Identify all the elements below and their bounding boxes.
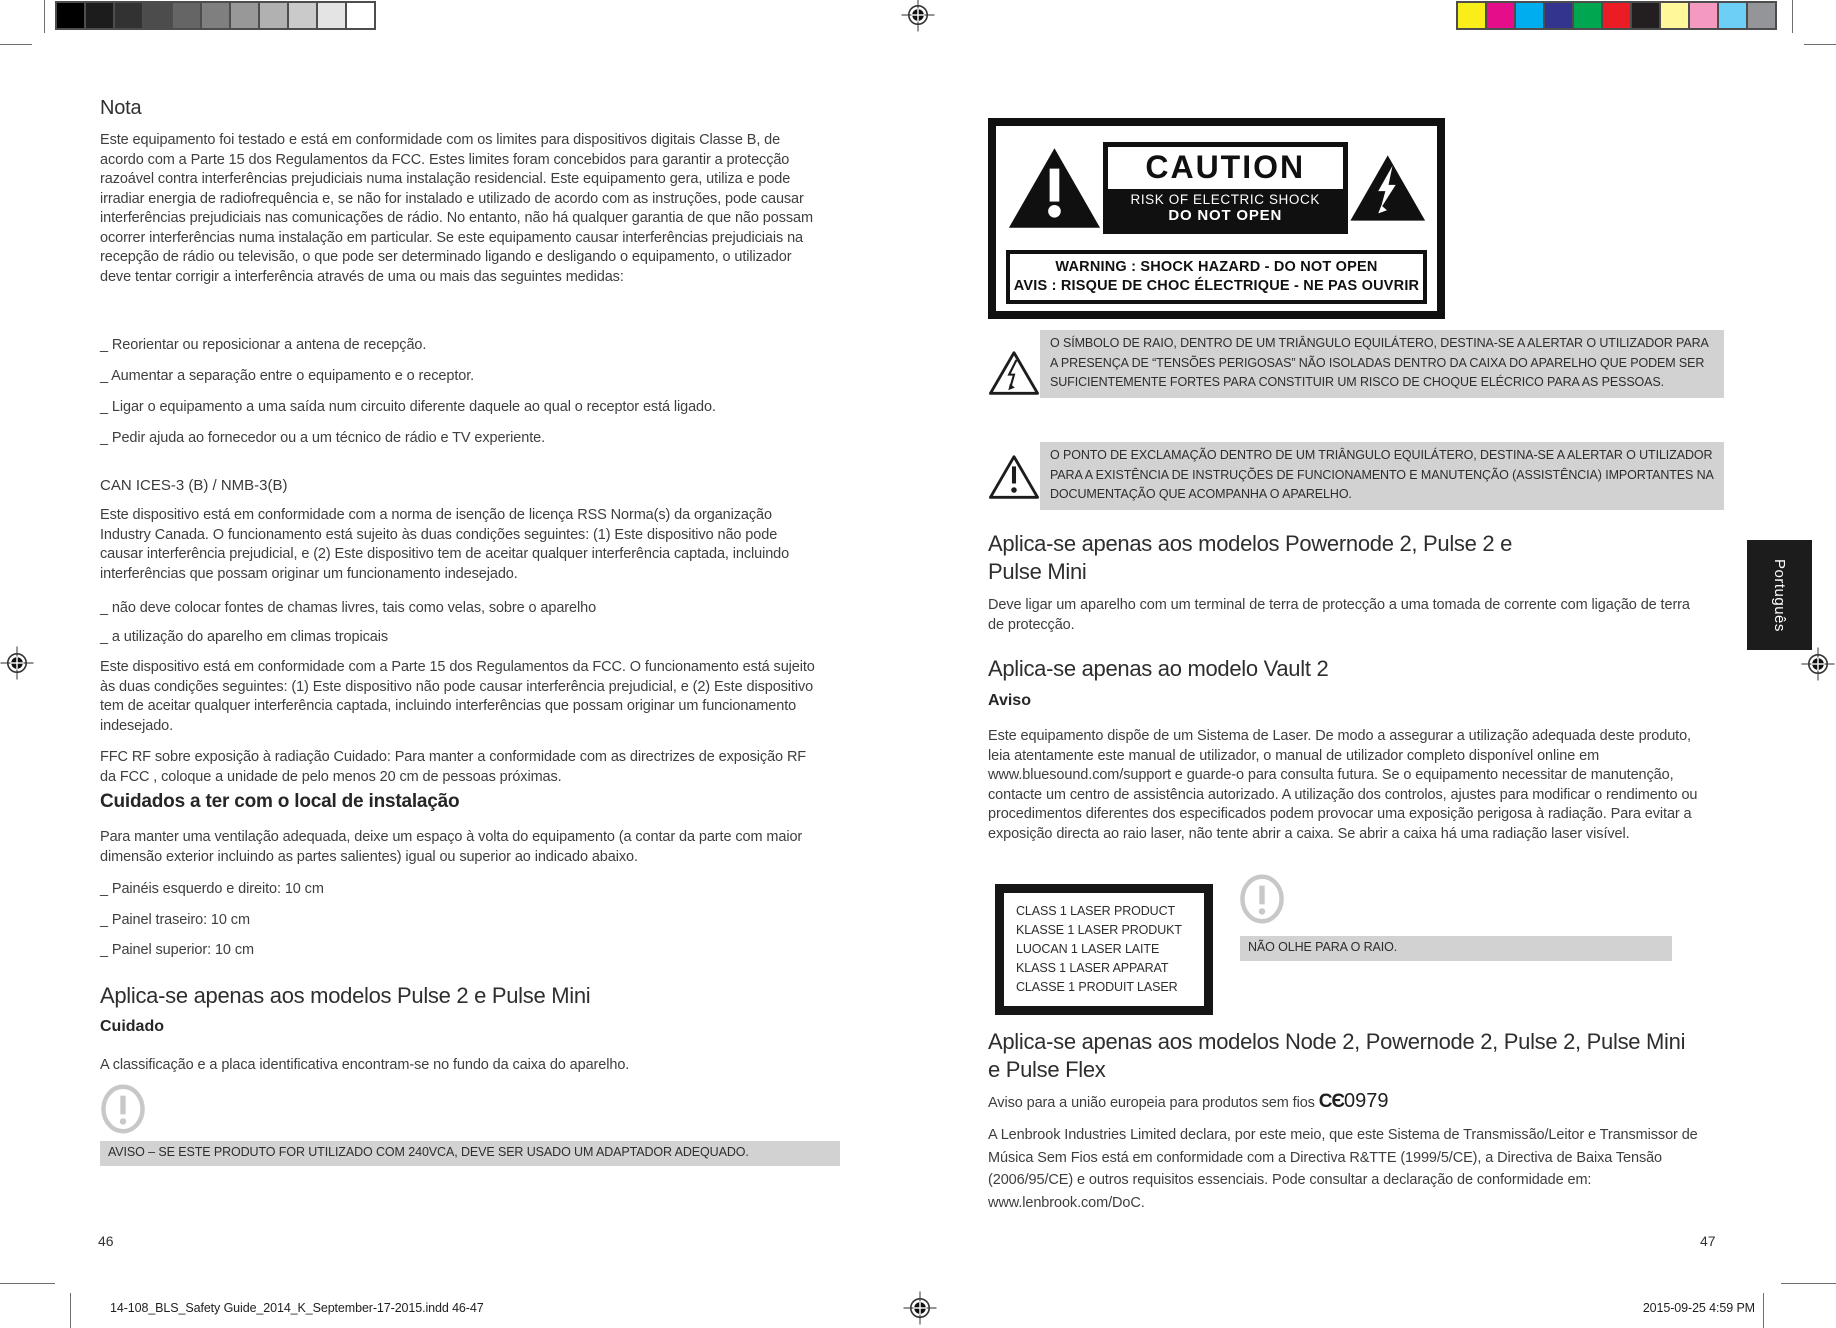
caution-center-box	[1103, 142, 1348, 234]
color-swatch	[1485, 1, 1516, 30]
exclamation-notice-row	[988, 442, 1724, 510]
powernode-models-heading: Aplica-se apenas aos modelos Powernode 2, Pulse 2 e Pulse Mini	[988, 531, 1513, 584]
footer-filename: 14-108_BLS_Safety Guide_2014_K_September-17-2015.indd 46-47	[110, 1301, 484, 1315]
color-swatch	[1572, 1, 1603, 30]
laser-paragraph: Este equipamento dispõe de um Sistema de Laser. De modo a assegurar a utilização adequada deste produto, leia atentamente este manual de utilizador, o manual de utilizador completo disponível online em www.bluesound.com/support e guarde-o para consulta futura. Se o equipamento necessitar de manutenção, contacte um centro de assistência autorizado. A utilização dos controlos, ajustes para modificar o rendimento ou procedimentos diferentes dos especificados podem provocar uma exposição perigosa à radiação. Para evitar a exposição directa ao raio laser, não tente abrir a caixa. Se abrir a caixa há uma radiação laser visível.	[988, 728, 1698, 842]
language-tab-portugues	[1747, 540, 1812, 650]
crop-mark-top-left-vertical	[44, 0, 45, 33]
color-swatch	[1746, 1, 1777, 30]
caution-title: CAUTION	[1145, 149, 1306, 185]
aviso-heading: Aviso	[988, 692, 1031, 709]
list-item: _ Ligar o equipamento a uma saída num circuito diferente daquele ao qual o receptor está ligado.	[100, 399, 716, 415]
nao-olhe-bar: NÃO OLHE PARA O RAIO.	[1240, 936, 1672, 961]
laser-class-line: KLASS 1 LASER APPARAT	[1016, 961, 1169, 975]
crop-mark-top-right-horizontal	[1804, 44, 1836, 45]
gray-swatch	[229, 1, 260, 30]
warning-circle-icon	[1238, 873, 1286, 925]
nota-paragraph: Este equipamento foi testado e está em conformidade com os limites para dispositivos digitais Classe B, de acordo com a Parte 15 dos Regulamentos da FCC. Estes limites foram concebidos para garantir a protecção razoável contra interferências prejudiciais numa instalação residencial. Este equipamento gera, utiliza e pode irradiar energia de radiofrequência e, se não for instalado e utilizado de acordo com as instruções, pode causar interferências prejudiciais nas comunicações de rádio. No entanto, não há qualquer garantia de que não possam ocorrer interferências numa instalação em particular. Se este equipamento causar interferências prejudiciais na recepção de rádio ou televisão, o que pode ser determinado ligando e desligando o equipamento, o utilizador deve tentar corrigir a interferência através de uma ou mais das seguintes medidas:	[100, 132, 813, 285]
page-number-right: 47	[1700, 1233, 1716, 1249]
eu-notice-line	[988, 1090, 1704, 1114]
install-care-paragraph: Para manter uma ventilação adequada, deixe um espaço à volta do equipamento (a contar da parte com maior dimensão exterior incluindo as partes salientes) igual ou superior ao indicado abaixo.	[100, 829, 803, 865]
warning-line-fr: AVIS : RISQUE DE CHOC ÉLECTRIQUE - NE PAS OUVRIR	[1013, 278, 1420, 294]
exclamation-triangle-icon	[1006, 144, 1103, 232]
list-item: _ Reorientar ou reposicionar a antena de recepção.	[100, 337, 427, 353]
crop-mark-top-right-vertical	[1792, 0, 1793, 33]
can-ices-paragraph: Este dispositivo está em conformidade com a norma de isenção de licença RSS Norma(s) da organização Industry Canada. O funcionamento está sujeito às duas condições seguintes: (1) Este dispositivo não pode causar interferência prejudicial, e (2) Este dispositivo tem de aceitar qualquer interferência captada, incluindo interferências que possam originar um funcionamento indesejado.	[100, 507, 790, 582]
fcc-paragraph: Este dispositivo está em conformidade com a Parte 15 dos Regulamentos da FCC. O funcionamento está sujeito às duas condições seguintes: (1) Este dispositivo não pode causar interferência prejudicial, e (2) Este dispositivo tem de aceitar qualquer interferência captada, incluindo interferências que possam originar um funcionamento indesejado.	[100, 659, 815, 734]
list-item: _ Aumentar a separação entre o equipamento e o receptor.	[100, 368, 475, 384]
color-calibration-bar	[1458, 1, 1777, 30]
gray-swatch	[113, 1, 144, 30]
registration-mark-icon	[1801, 647, 1835, 681]
laser-class-box	[995, 884, 1213, 1015]
list-item: _ Pedir ajuda ao fornecedor ou a um técnico de rádio e TV experiente.	[100, 430, 546, 446]
node-models-heading: Aplica-se apenas aos modelos Node 2, Powernode 2, Pulse 2, Pulse Mini e Pulse Flex	[988, 1029, 1686, 1082]
registration-mark-icon	[0, 646, 34, 680]
color-swatch	[1456, 1, 1487, 30]
caution-box	[988, 118, 1445, 319]
caution-risk-line: RISK OF ELECTRIC SHOCK	[1130, 192, 1320, 207]
gray-swatch	[200, 1, 231, 30]
crop-mark-bottom-right-horizontal	[1781, 1283, 1836, 1284]
list-item: _ não deve colocar fontes de chamas livres, tais como velas, sobre o aparelho	[100, 600, 597, 616]
eu-notice-text: Aviso para a união europeia para produtos sem fios	[988, 1095, 1319, 1111]
can-ices-heading: CAN ICES-3 (B) / NMB-3(B)	[100, 477, 288, 494]
color-swatch	[1659, 1, 1690, 30]
crop-mark-bottom-right-vertical	[1763, 1293, 1764, 1328]
caution-warning-box	[1006, 250, 1427, 304]
grayscale-calibration-bar	[57, 1, 376, 30]
color-swatch	[1601, 1, 1632, 30]
lightning-notice-text: O SÍMBOLO DE RAIO, DENTRO DE UM TRIÂNGULO EQUILÁTERO, DESTINA-SE A ALERTAR O UTILIZADOR PARA A PRESENÇA DE “TENSÕES PERIGOSAS” NÃO ISOLADAS DENTRO DA CAIXA DO APARELHO QUE PODEM SER SUFICIENTEMENTE FORTES PARA CONSTITUIR UM RISCO DE CHOQUE ELÉCRICO PARA AS PESSOAS.	[1040, 330, 1724, 398]
powernode-paragraph: Deve ligar um aparelho com um terminal de terra de protecção a uma tomada de corrente com ligação de terra de protecção.	[988, 597, 1690, 633]
cuidado-heading: Cuidado	[100, 1018, 164, 1035]
color-swatch	[1630, 1, 1661, 30]
gray-swatch	[287, 1, 318, 30]
caution-black-bar	[1108, 189, 1343, 229]
caution-box-top-row	[1006, 133, 1427, 243]
registration-mark-icon	[901, 0, 935, 32]
laser-class-line: CLASSE 1 PRODUIT LASER	[1016, 980, 1178, 994]
color-swatch	[1514, 1, 1545, 30]
laser-class-line: CLASS 1 LASER PRODUCT	[1016, 904, 1176, 918]
gray-swatch	[258, 1, 289, 30]
color-swatch	[1543, 1, 1574, 30]
page-number-left: 46	[98, 1233, 114, 1249]
gray-swatch	[171, 1, 202, 30]
cuidado-paragraph: A classificação e a placa identificativa encontram-se no fundo da caixa do aparelho.	[100, 1057, 630, 1073]
ce-number: 0979	[1344, 1090, 1389, 1112]
nota-heading: Nota	[100, 97, 142, 119]
crop-mark-top-left-horizontal	[0, 44, 32, 45]
lenbrook-paragraph: A Lenbrook Industries Limited declara, por este meio, que este Sistema de Transmissão/Leitor e Transmissor de Música Sem Fios está em conformidade com a Directiva R&TTE (1999/5/CE), a Directiva de Baixa Tensão (2006/95/CE) e outros requisitos essenciais. Pode consultar a declaração de conformidade em: www.lenbrook.com/DoC.	[988, 1127, 1698, 1211]
list-item: _ a utilização do aparelho em climas tropicais	[100, 629, 388, 645]
caution-do-not-open-line: DO NOT OPEN	[1168, 207, 1283, 224]
color-swatch	[1717, 1, 1748, 30]
exclamation-notice-text: O PONTO DE EXCLAMAÇÃO DENTRO DE UM TRIÂNGULO EQUILÁTERO, DESTINA-SE A ALERTAR O UTILIZADOR PARA A EXISTÊNCIA DE INSTRUÇÕES DE FUNCIONAMENTO E MANUTENÇÃO (ASSISTÊNCIA) IMPORTANTES NA DOCUMENTAÇÃO QUE ACOMPANHA O APARELHO.	[1040, 442, 1724, 510]
lightning-notice-row	[988, 330, 1724, 404]
warning-circle-icon	[99, 1083, 147, 1135]
gray-swatch	[316, 1, 347, 30]
install-care-heading: Cuidados a ter com o local de instalação	[100, 791, 460, 812]
footer-datetime: 2015-09-25 4:59 PM	[1642, 1301, 1755, 1315]
warning-line-en: WARNING : SHOCK HAZARD - DO NOT OPEN	[1055, 259, 1378, 275]
gray-swatch	[55, 1, 86, 30]
list-item: _ Painel traseiro: 10 cm	[100, 912, 250, 928]
color-swatch	[1688, 1, 1719, 30]
crop-mark-bottom-left-horizontal	[0, 1283, 55, 1284]
lightning-triangle-outline-icon	[988, 342, 1040, 404]
list-item: _ Painel superior: 10 cm	[100, 942, 254, 958]
list-item: _ Painéis esquerdo e direito: 10 cm	[100, 881, 324, 897]
gray-swatch	[142, 1, 173, 30]
language-tab-label: Português	[1771, 558, 1788, 632]
lightning-triangle-icon	[1348, 151, 1427, 225]
laser-class-line: LUOCAN 1 LASER LAITE	[1016, 942, 1160, 956]
gray-swatch	[345, 1, 376, 30]
gray-swatch	[84, 1, 115, 30]
exclamation-triangle-outline-icon	[988, 446, 1040, 508]
aviso-adapter-bar: AVISO – SE ESTE PRODUTO FOR UTILIZADO COM 240VCA, DEVE SER USADO UM ADAPTADOR ADEQUADO.	[100, 1141, 840, 1166]
ce-mark-icon: CЄ	[1318, 1091, 1345, 1112]
pulse-models-heading: Aplica-se apenas aos modelos Pulse 2 e Pulse Mini	[100, 983, 591, 1008]
laser-class-line: KLASSE 1 LASER PRODUKT	[1016, 923, 1182, 937]
vault-heading: Aplica-se apenas ao modelo Vault 2	[988, 656, 1329, 681]
ffc-rf-paragraph: FFC RF sobre exposição à radiação Cuidado: Para manter a conformidade com as directrizes de exposição RF da FCC , coloque a unidade de pelo menos 20 cm de pessoas próximas.	[100, 749, 807, 785]
crop-mark-bottom-left-vertical	[70, 1293, 71, 1328]
registration-mark-icon	[903, 1291, 937, 1325]
